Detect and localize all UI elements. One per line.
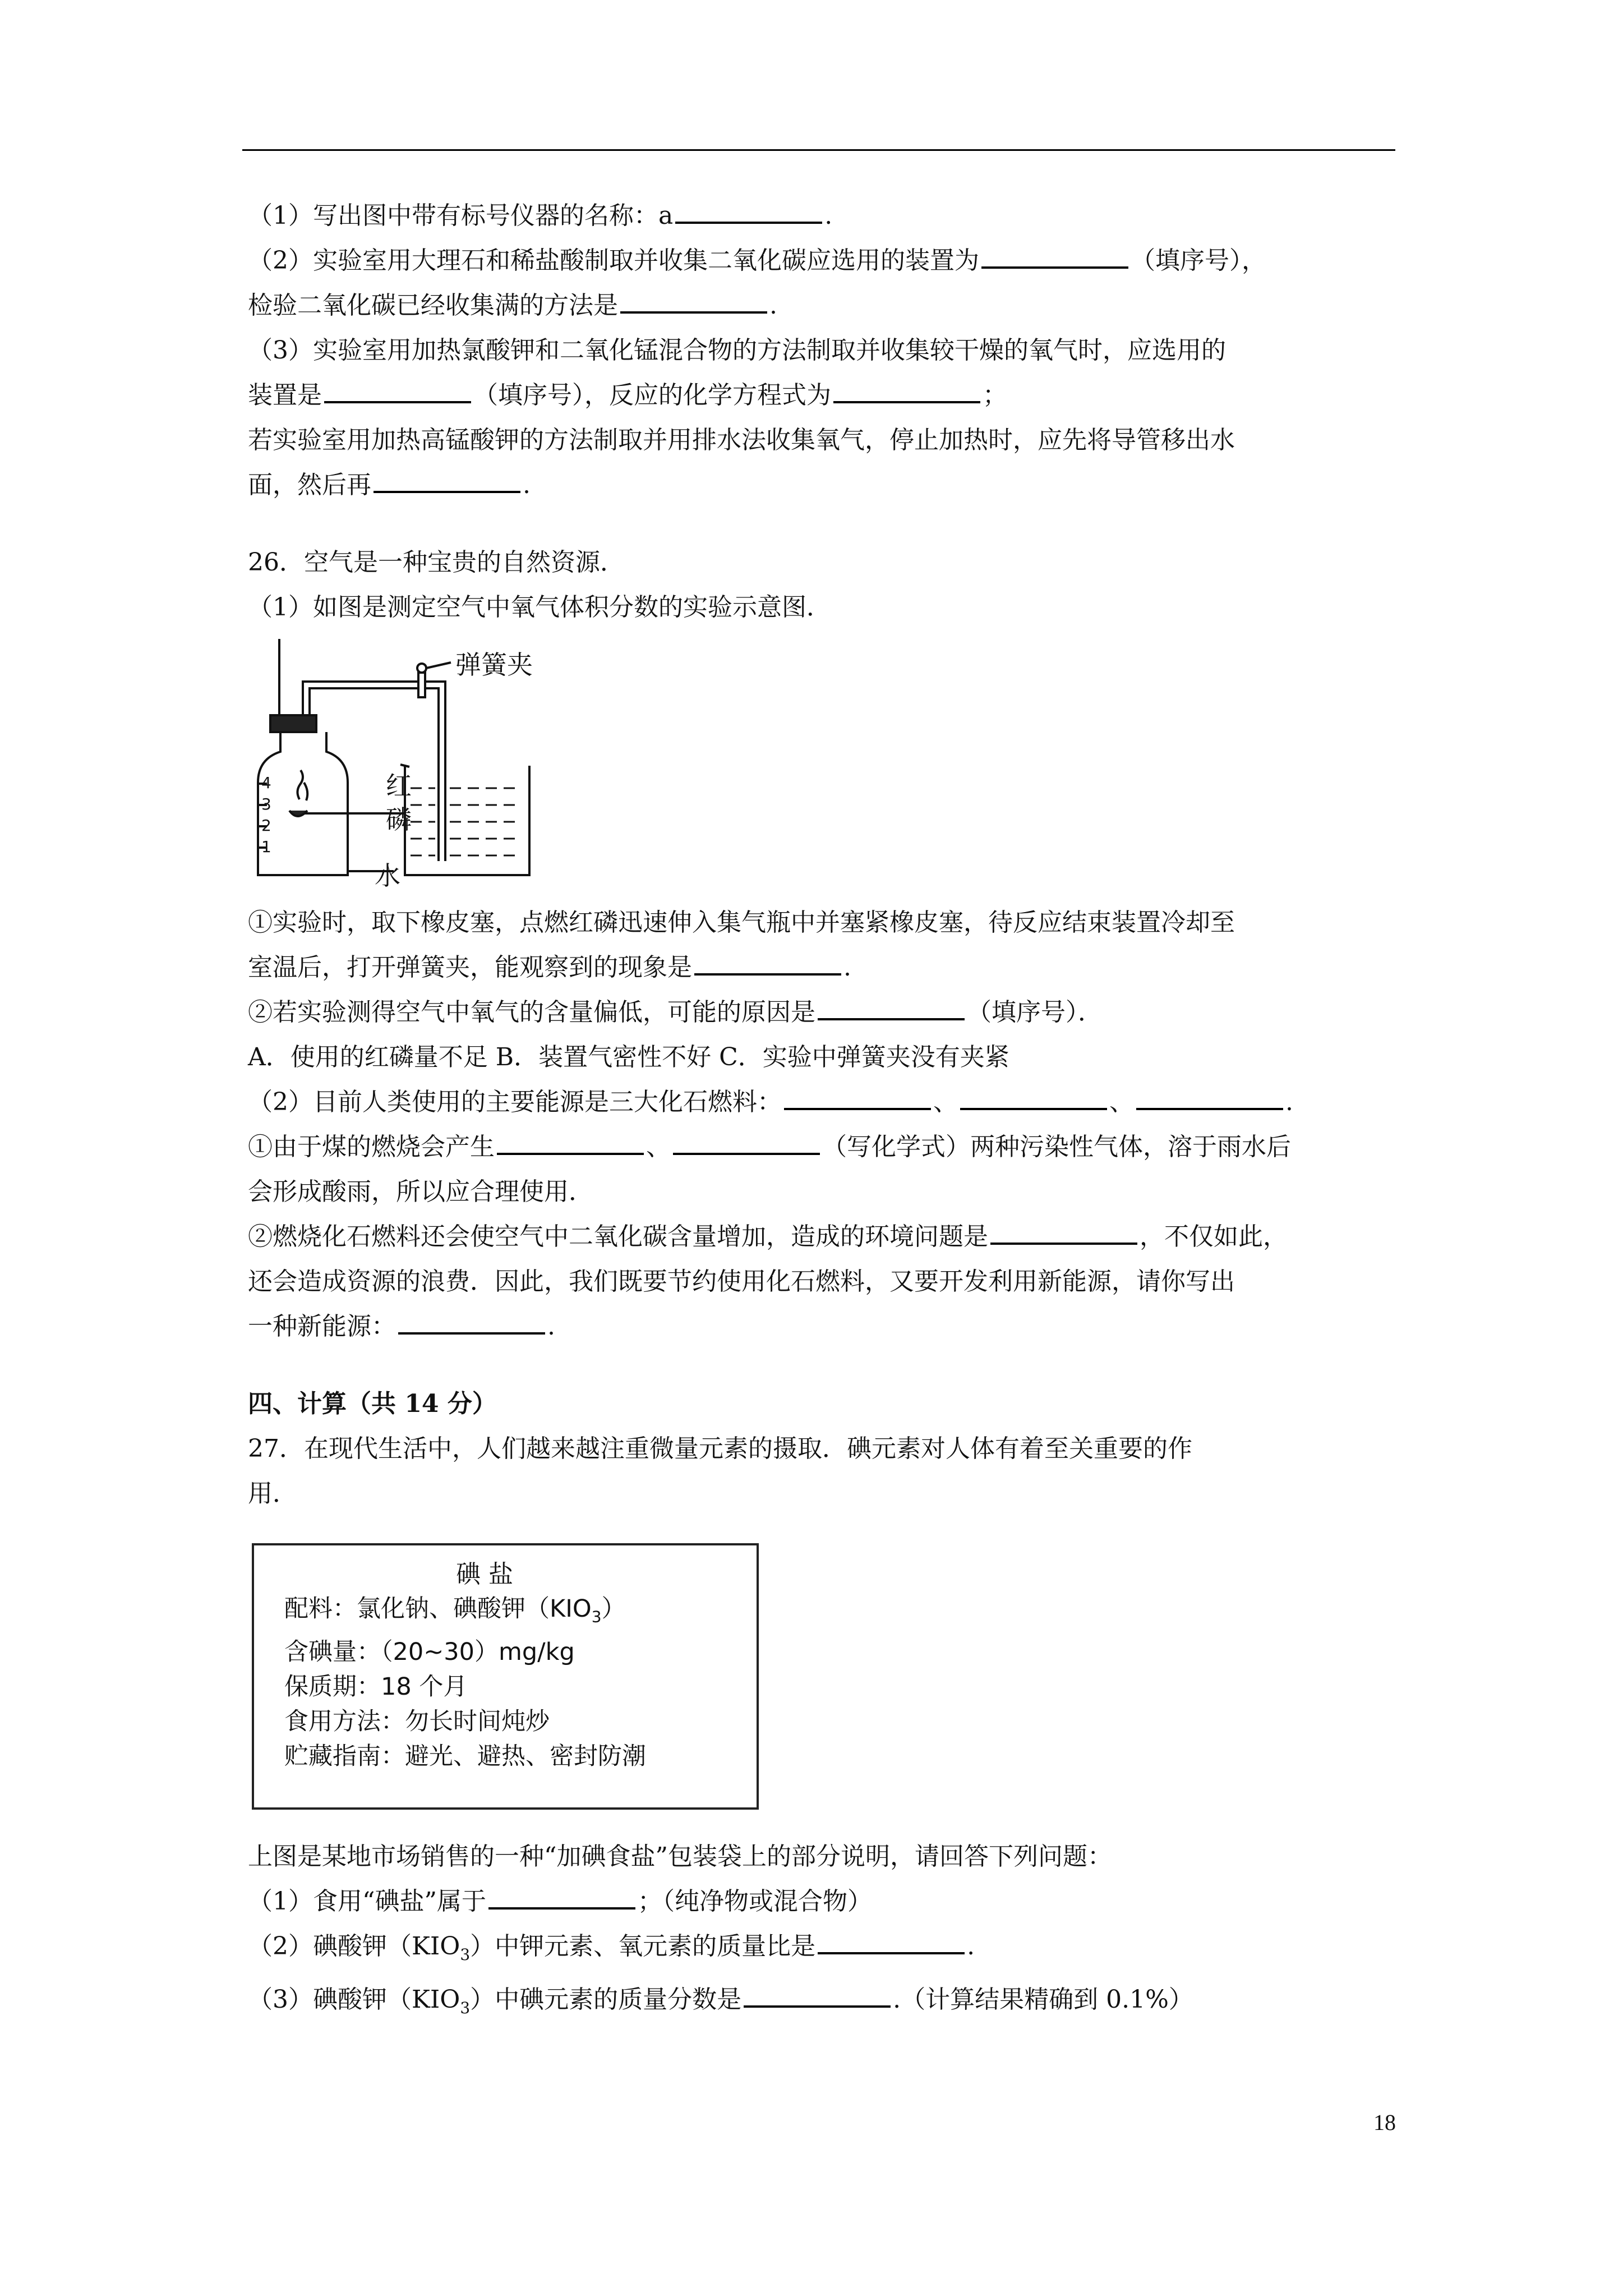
q27-a1: （1）食用“碘盐”属于 ；（纯净物或混合物） (248, 1879, 1398, 1924)
q26-d1: ①由于煤的燃烧会产生 、 （写化学式）两种污染性气体，溶于雨水后 (248, 1125, 1398, 1170)
answer-blank[interactable] (1136, 1080, 1283, 1110)
answer-blank[interactable] (818, 1924, 965, 1954)
q25-part1: （1）写出图中带有标号仪器的名称：a . (248, 194, 1398, 238)
salt-label-usage: 食用方法：勿长时间炖炒 (284, 1707, 550, 1736)
q25-part3-cont: 装置是 （填序号），反应的化学方程式为 ； (248, 373, 1398, 418)
salt-label-title: 碘 盐 (456, 1560, 513, 1589)
scale-tick: 3 (261, 795, 271, 813)
answer-blank[interactable] (784, 1080, 931, 1110)
answer-blank[interactable] (833, 373, 980, 403)
q26-c2: ②若实验测得空气中氧气的含量偏低，可能的原因是 （填序号）． (248, 990, 1398, 1035)
answer-blank[interactable] (744, 1977, 891, 2008)
q26-options: A．使用的红磷量不足 B．装置气密性不好 C．实验中弹簧夹没有夹紧 (248, 1043, 1009, 1071)
q26-d1-cont: 会形成酸雨，所以应合理使用． (248, 1177, 593, 1206)
q26-subq2: （2）目前人类使用的主要能源是三大化石燃料： 、 、 . (248, 1080, 1398, 1125)
scale-tick: 2 (261, 816, 271, 835)
salt-label-iodine-content: 含碘量：（20~30）mg/kg (284, 1637, 575, 1666)
answer-blank[interactable] (818, 990, 965, 1020)
scale-tick: 1 (261, 838, 271, 856)
answer-blank[interactable] (620, 283, 767, 314)
answer-blank[interactable] (497, 1125, 644, 1155)
q25-part2-cont: 检验二氧化碳已经收集满的方法是 . (248, 283, 1398, 328)
answer-blank[interactable] (981, 238, 1128, 269)
clip-label: 弹簧夹 (455, 650, 533, 680)
answer-blank[interactable] (694, 945, 841, 976)
salt-label-shelf-life: 保质期：18 个月 (284, 1672, 468, 1701)
page-number: 18 (1373, 2110, 1396, 2135)
q27-line1: 27．在现代生活中，人们越来越注重微量元素的摄取．碘元素对人体有着至关重要的作 (248, 1434, 1192, 1463)
red-label: 红 (386, 771, 412, 801)
header-rule (242, 149, 1395, 151)
answer-blank[interactable] (675, 194, 822, 224)
salt-label-ingredients: 配料：氯化钠、碘酸钾$(KIO_3)$ (284, 1595, 626, 1626)
q26-title: 26．空气是一种宝贵的自然资源． (248, 548, 625, 577)
salt-label-storage: 贮藏指南：避光、避热、密封防潮 (284, 1742, 646, 1770)
answer-blank[interactable] (324, 373, 471, 403)
q27-intro: 上图是某地市场销售的一种“加碘食盐”包装袋上的部分说明，请回答下列问题： (248, 1842, 1112, 1871)
oxygen-experiment-figure (248, 637, 562, 889)
scale-tick: 4 (261, 774, 271, 792)
q26-c1: ①实验时，取下橡皮塞，点燃红磷迅速伸入集气瓶中并塞紧橡皮塞，待反应结束装置冷却至 (248, 908, 1235, 937)
q25-part2: （2）实验室用大理石和稀盐酸制取并收集二氧化碳应选用的装置为 （填序号）， (248, 238, 1398, 283)
q27-line2: 用． (248, 1479, 297, 1508)
section-heading: 四、计算（共 14 分） (248, 1389, 497, 1418)
q25-part4: 若实验室用加热高锰酸钾的方法制取并用排水法收集氧气，停止加热时，应先将导管移出水 (248, 426, 1235, 454)
q26-d2-cont: 还会造成资源的浪费．因此，我们既要节约使用化石燃料，又要开发利用新能源，请你写出 (248, 1267, 1235, 1296)
q27-a3: （3）碘酸钾$(KIO_3)$中碘元素的质量分数是 .（计算结果精确到 0.1%） (248, 1977, 1398, 2031)
answer-blank[interactable] (374, 463, 520, 493)
page-content (248, 194, 1398, 2031)
q25-part4-cont: 面，然后再 . (248, 463, 1398, 508)
answer-blank[interactable] (488, 1879, 635, 1910)
q26-subq1: （1）如图是测定空气中氧气体积分数的实验示意图． (248, 593, 831, 622)
answer-blank[interactable] (673, 1125, 820, 1155)
water-label: 水 (375, 861, 400, 891)
q26-c1-cont: 室温后，打开弹簧夹，能观察到的现象是 . (248, 945, 1398, 990)
answer-blank[interactable] (960, 1080, 1107, 1110)
answer-blank[interactable] (990, 1214, 1137, 1245)
q26-d2: ②燃烧化石燃料还会使空气中二氧化碳含量增加，造成的环境问题是 ，不仅如此， (248, 1214, 1398, 1259)
phosphorus-label: 磷 (386, 804, 412, 835)
q25-part3: （3）实验室用加热氯酸钾和二氧化锰混合物的方法制取并收集较干燥的氧气时，应选用的 (248, 336, 1226, 365)
iodized-salt-label (252, 1543, 759, 1810)
q26-d2-end: 一种新能源： . (248, 1304, 1398, 1349)
answer-blank[interactable] (398, 1304, 545, 1335)
q27-a2: （2）碘酸钾$(KIO_3)$中钾元素、氧元素的质量比是 . (248, 1924, 1398, 1977)
